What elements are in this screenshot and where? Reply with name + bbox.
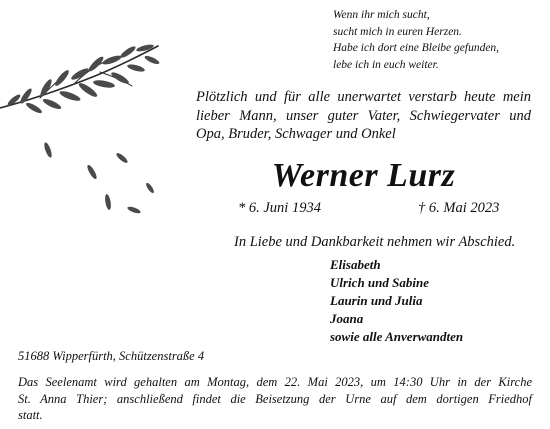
willow-branch-icon (0, 38, 165, 218)
poem-line: Wenn ihr mich sucht, (333, 9, 430, 21)
poem-line: lebe ich in euch weiter. (333, 58, 439, 71)
service-line: St. Anna Thier; anschließend findet die Beisetzung der Urne auf dem dortigen Friedhof (18, 391, 532, 406)
farewell-line: In Liebe und Dankbarkeit nehmen wir Abschied. (234, 234, 516, 250)
announcement-line: lieber Mann, unser guter Vater, Schwiegervater und (196, 107, 531, 124)
mourner-name: Joana (330, 311, 364, 326)
birth-date: * 6. Juni 1934 (238, 200, 321, 216)
death-date: † 6. Mai 2023 (418, 200, 500, 216)
service-line: Das Seelenamt wird gehalten am Montag, dem 22. Mai 2023, um 14:30 Uhr in der Kirche (18, 375, 532, 389)
mourners-list (330, 256, 463, 346)
announcement-text (196, 88, 531, 144)
mourner-name: sowie alle Anverwandten (330, 329, 464, 344)
mourner-name: Elisabeth (330, 257, 381, 272)
address: 51688 Wipperfürth, Schützenstraße 4 (18, 349, 205, 363)
mourner-name: Ulrich und Sabine (330, 275, 429, 290)
poem-line: sucht mich in euren Herzen. (333, 25, 462, 38)
service-line: statt. (18, 408, 43, 422)
poem (333, 7, 499, 73)
announcement-line: Opa, Bruder, Schwager und Onkel (196, 126, 396, 142)
deceased-name: Werner Lurz (271, 157, 456, 194)
announcement-line: Plötzlich und für alle unerwartet verstarb heute mein (196, 89, 531, 105)
mourner-name: Laurin und Julia (330, 293, 423, 308)
service-info (18, 374, 532, 424)
poem-line: Habe ich dort eine Bleibe gefunden, (333, 42, 500, 54)
